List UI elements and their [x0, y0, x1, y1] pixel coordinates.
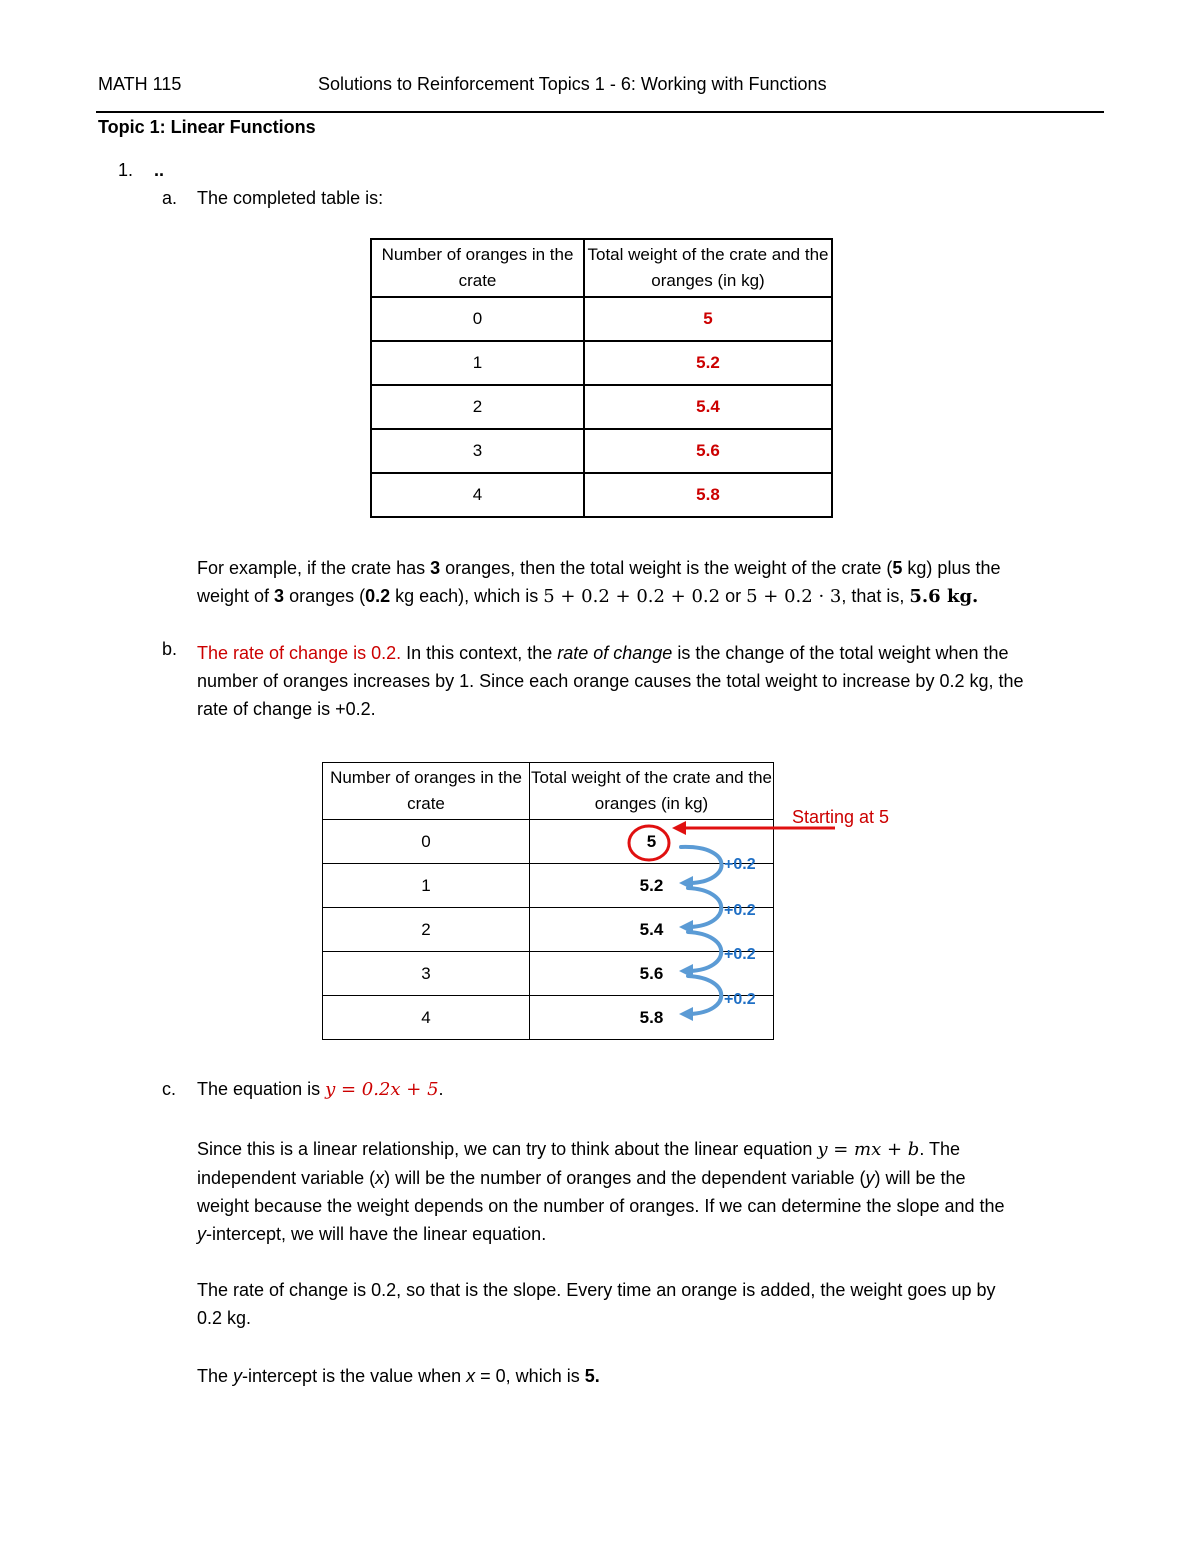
- question-number: 1.: [118, 160, 134, 180]
- table-cell: 0: [323, 820, 530, 864]
- table-cell: 5.2: [530, 864, 774, 908]
- part-b-line-1: The rate of change is 0.2. In this context, the rate of change is the change of the total weight when the: [197, 643, 1009, 663]
- table-cell: 4: [323, 996, 530, 1040]
- table-cell: 1: [371, 341, 584, 385]
- table-cell: 4: [371, 473, 584, 517]
- part-b-line-3: rate of change is +0.2.: [197, 699, 376, 719]
- increment-label: +0.2: [724, 856, 756, 873]
- math-sum: 5 + 0.2 + 0.2 + 0.2: [543, 586, 721, 607]
- question-text: ..: [154, 160, 165, 180]
- increment-label: +0.2: [724, 902, 756, 919]
- table-cell: 5.4: [584, 385, 832, 429]
- table-cell: 2: [323, 908, 530, 952]
- example-result: 5.6 kg.: [909, 586, 979, 607]
- part-c-equation-line: The equation is y = 0.2x + 5.: [197, 1079, 444, 1100]
- part-c-paragraph-3: The y-intercept is the value when x = 0, which is 5.: [197, 1366, 600, 1386]
- table-cell: 1: [323, 864, 530, 908]
- example-line-2: weight of 3 oranges (0.2 kg each), which is 5 + 0.2 + 0.2 + 0.2 or 5 + 0.2 · 3, that is, 5.6 kg.: [197, 586, 979, 607]
- answer-equation: y = 0.2x + 5: [325, 1079, 439, 1100]
- table-cell: 5.4: [530, 908, 774, 952]
- increment-arrowheads: [679, 876, 693, 1021]
- topic-heading: Topic 1: Linear Functions: [98, 117, 316, 137]
- part-b-line-2: number of oranges increases by 1. Since each orange causes the total weight to increase by 0.2 kg, the: [197, 671, 1024, 691]
- table-header-oranges: Number of oranges in the crate: [323, 763, 530, 820]
- table-cell: 5.6: [530, 952, 774, 996]
- table-cell: 3: [323, 952, 530, 996]
- general-linear-equation: y = mx + b: [817, 1139, 920, 1160]
- document-title: Solutions to Reinforcement Topics 1 - 6: Working with Functions: [318, 74, 827, 94]
- rate-answer: The rate of change is 0.2.: [197, 643, 402, 663]
- table-cell: 5: [584, 297, 832, 341]
- table-header-oranges: Number of oranges in the crate: [371, 239, 584, 297]
- part-c-paragraph-2: The rate of change is 0.2, so that is the slope. Every time an orange is added, the weight goes up by 0.2 kg.: [197, 1280, 996, 1328]
- starting-at-label: Starting at 5: [792, 807, 890, 827]
- increment-label: +0.2: [724, 991, 756, 1008]
- table-cell: 5.6: [584, 429, 832, 473]
- part-c-label: c.: [162, 1079, 177, 1099]
- table-cell: 5.8: [584, 473, 832, 517]
- table-cell: 5: [530, 820, 774, 864]
- part-a-label: a.: [162, 188, 178, 208]
- part-b-label: b.: [162, 639, 178, 659]
- table-cell: 5.2: [584, 341, 832, 385]
- table-cell: 2: [371, 385, 584, 429]
- part-a-intro: The completed table is:: [197, 188, 384, 208]
- example-line-1: For example, if the crate has 3 oranges, then the total weight is the weight of the crate (5 kg) plus the: [197, 558, 1001, 578]
- part-c-paragraph-1: Since this is a linear relationship, we can try to think about the linear equation y = mx + b. The independent variable (x) will be the number of oranges and the dependent variable (y) will be the weight because the weight depends on the number of oranges. If we can determine the slope and the y-intercept, we will have the linear equation.: [197, 1139, 1005, 1244]
- table-cell: 0: [371, 297, 584, 341]
- table-header-weight: Total weight of the crate and the oranges (in kg): [584, 239, 832, 297]
- start-arrow-head: [672, 821, 686, 835]
- course-code: MATH 115: [98, 74, 182, 94]
- table-cell: 3: [371, 429, 584, 473]
- increment-label: +0.2: [724, 946, 756, 963]
- start-circle: [629, 826, 669, 860]
- table-header-weight: Total weight of the crate and the oranges (in kg): [530, 763, 774, 820]
- math-product: 5 + 0.2 · 3: [746, 586, 842, 607]
- table-cell: 5.8: [530, 996, 774, 1040]
